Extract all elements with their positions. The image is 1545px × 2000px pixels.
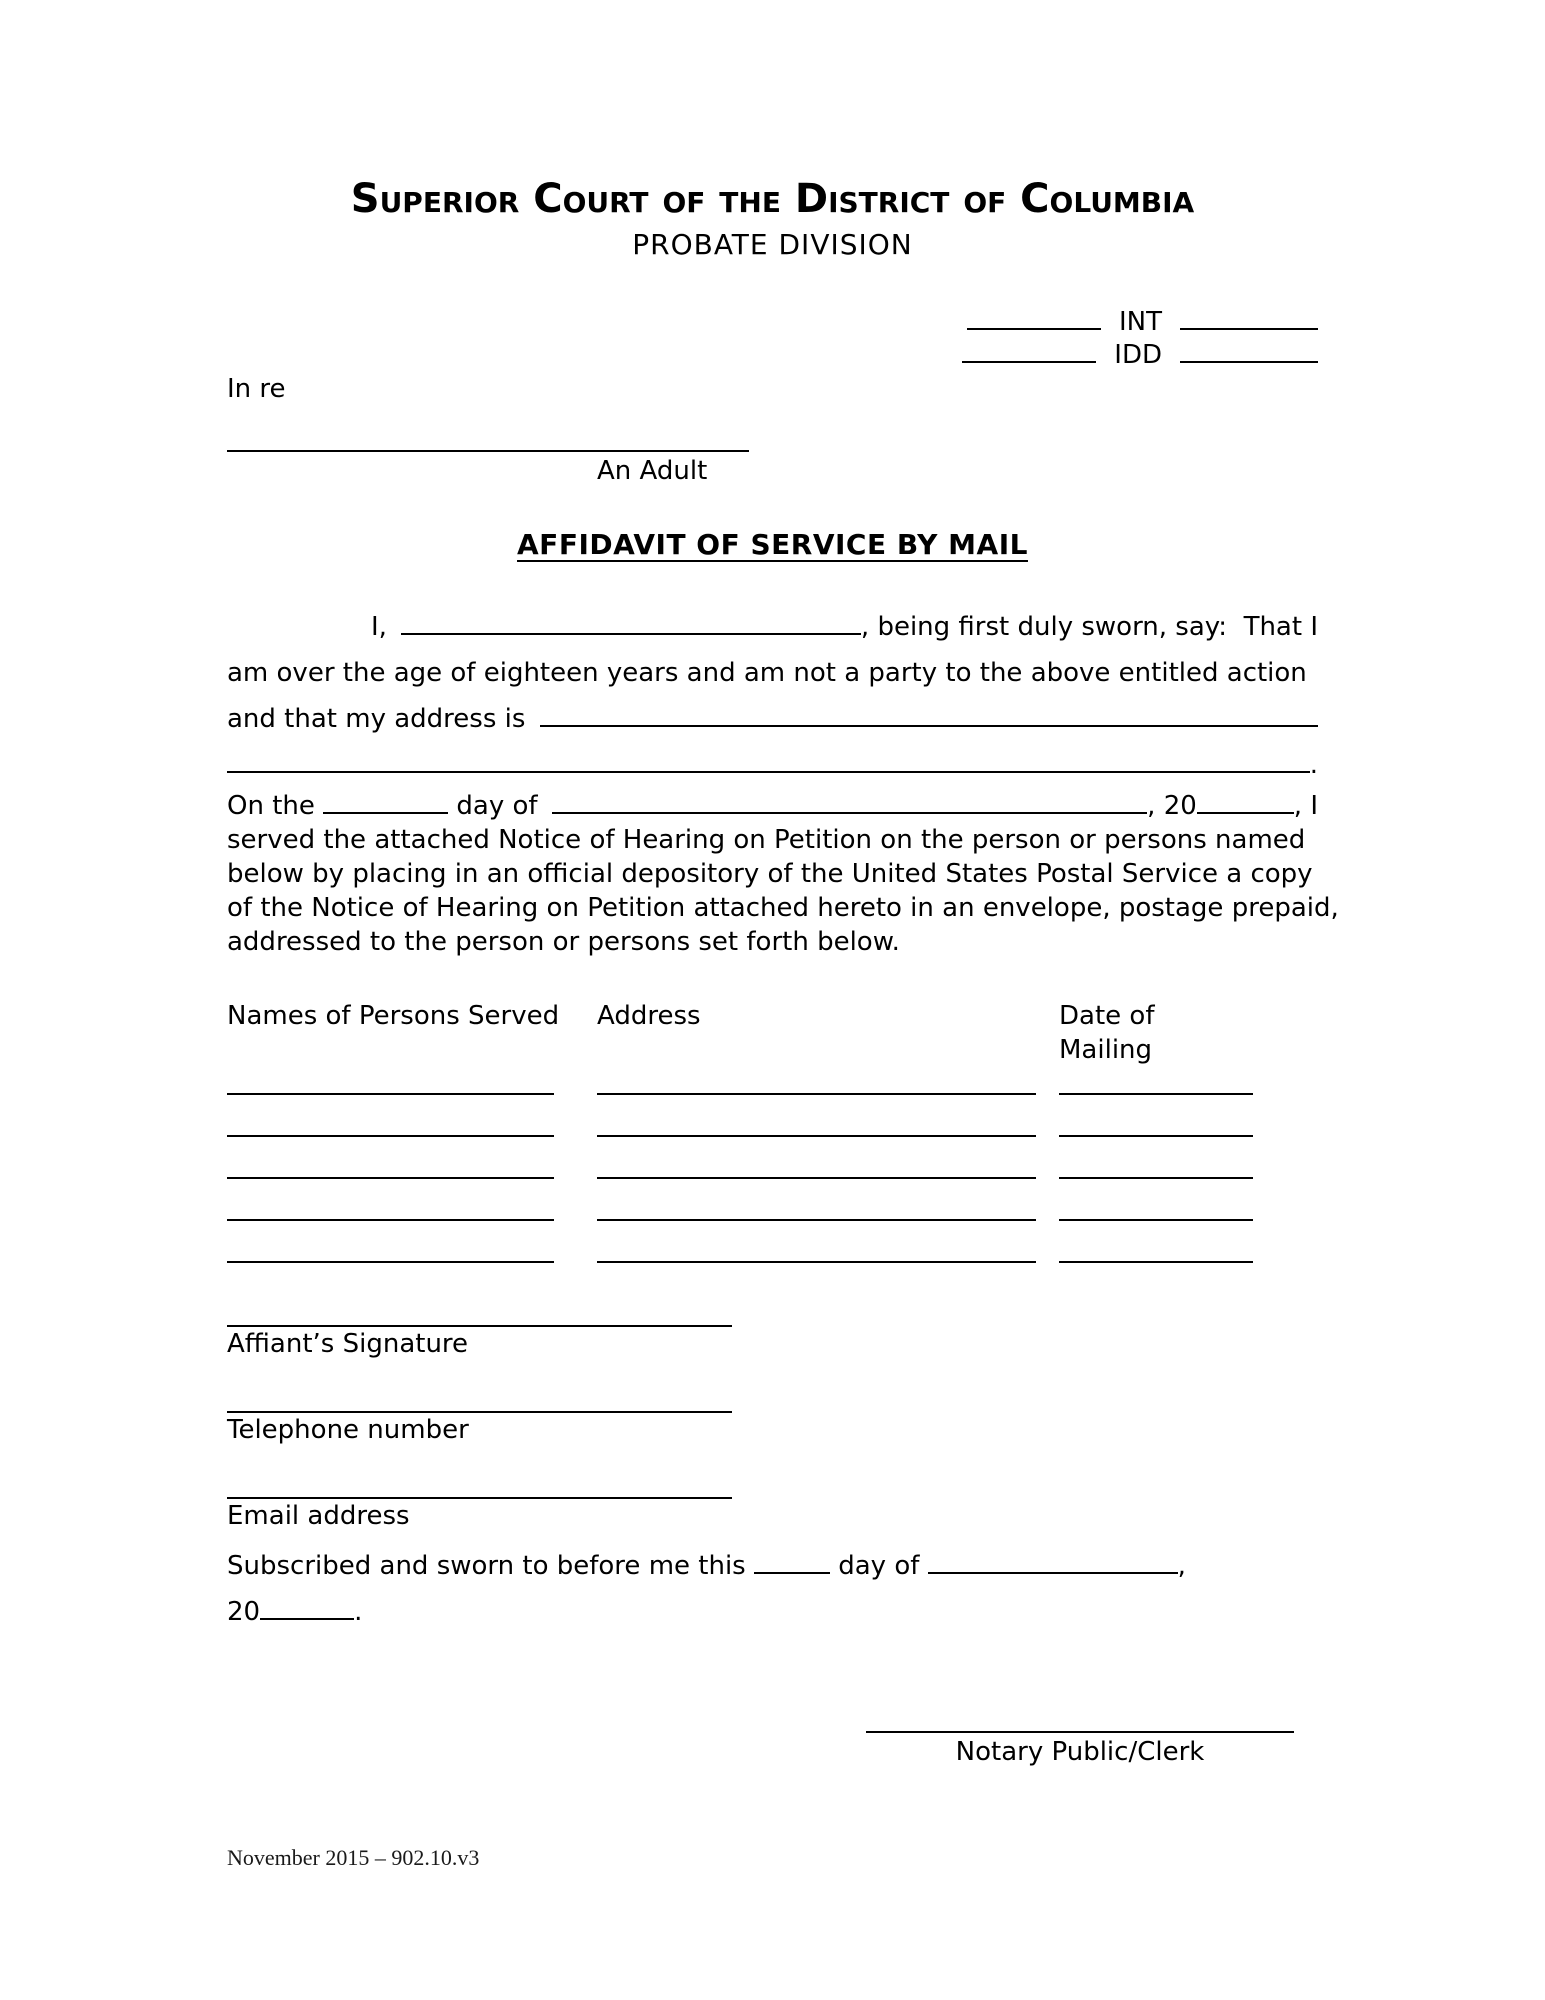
- telephone-label: Telephone number: [227, 1415, 469, 1445]
- sworn-dayof-text: day of: [829, 1551, 928, 1581]
- sworn-pre-text: Subscribed and sworn to before me this: [227, 1551, 754, 1581]
- address-pre-text: and that my address is: [227, 704, 534, 734]
- body-line-7: below by placing in an official depository of the United States Postal Service a copy: [227, 859, 1313, 889]
- int-blank-left: [967, 308, 1101, 330]
- name-blank: [227, 1177, 554, 1179]
- col-header-date-line1: Date of: [1059, 1001, 1155, 1031]
- address-blank: [597, 1093, 1036, 1095]
- notary-signature-blank: [866, 1731, 1294, 1733]
- oath-line: [227, 604, 1318, 650]
- year-prefix-text: 20: [227, 1597, 261, 1627]
- table-row: [227, 1067, 1318, 1095]
- oath-post-text: , being first duly sworn, say: That I: [860, 612, 1318, 642]
- notary-block: [866, 1731, 1294, 1769]
- court-title: Superior Court of the District of Columbia: [350, 176, 1195, 222]
- body-line-2: am over the age of eighteen years and am not a party to the above entitled action: [227, 658, 1307, 688]
- int-blank-right: [1180, 308, 1318, 330]
- year-period-text: .: [354, 1597, 363, 1627]
- col-header-date-of-mailing: [1059, 999, 1253, 1067]
- telephone-group: [227, 1411, 1318, 1447]
- address-line-2: [227, 742, 1318, 788]
- onthe-dayof-text: day of: [448, 791, 546, 821]
- in-re-label: In re: [227, 374, 286, 404]
- an-adult-label: An Adult: [597, 456, 708, 486]
- address-blank: [597, 1135, 1036, 1137]
- idd-label: IDD: [1114, 340, 1162, 370]
- idd-blank-right: [1180, 341, 1318, 363]
- jurat-month-blank: [928, 1552, 1178, 1574]
- subject-name-blank: [227, 406, 749, 452]
- mailing-date-blank: [1059, 1219, 1253, 1221]
- jurat-day-blank: [754, 1552, 830, 1574]
- affiant-name-blank: [401, 609, 861, 635]
- address-blank-2: [227, 747, 1310, 773]
- affiant-signature-label: Affiant’s Signature: [227, 1329, 469, 1359]
- mailing-date-line: [227, 788, 1318, 823]
- case-number-block: [227, 306, 1318, 372]
- int-case-row: [227, 306, 1318, 339]
- notary-label: Notary Public/Clerk: [955, 1737, 1205, 1767]
- form-version-footer: November 2015 – 902.10.v3: [227, 1845, 480, 1870]
- address-blank: [597, 1261, 1036, 1263]
- mailing-date-blank: [1059, 1261, 1253, 1263]
- year-blank: [1197, 792, 1294, 814]
- jurat-year-blank: [260, 1598, 354, 1620]
- sworn-line: [227, 1543, 1318, 1589]
- name-blank: [227, 1135, 554, 1137]
- body-line-8: of the Notice of Hearing on Petition attached hereto in an envelope, postage prepaid,: [227, 893, 1339, 923]
- onthe-post-text: , I: [1293, 791, 1318, 821]
- name-blank: [227, 1261, 554, 1263]
- document-title: AFFIDAVIT OF SERVICE BY MAIL: [517, 528, 1028, 561]
- onthe-year-text: , 20: [1147, 791, 1197, 821]
- col-header-names: Names of Persons Served: [227, 1001, 560, 1031]
- table-row: [227, 1179, 1318, 1221]
- address-blank: [597, 1177, 1036, 1179]
- month-blank: [552, 788, 1147, 814]
- address-blank-1: [540, 701, 1318, 727]
- name-blank: [227, 1093, 554, 1095]
- table-row: [227, 1221, 1318, 1263]
- email-group: [227, 1497, 1318, 1533]
- address-period: .: [1309, 750, 1318, 780]
- idd-case-row: [227, 339, 1318, 372]
- onthe-pre-text: On the: [227, 791, 324, 821]
- mailing-date-blank: [1059, 1135, 1253, 1137]
- idd-blank-left: [962, 341, 1096, 363]
- address-line: [227, 696, 1318, 742]
- int-label: INT: [1119, 307, 1162, 337]
- oath-pre-text: I,: [371, 612, 396, 642]
- table-row: [227, 1137, 1318, 1179]
- name-blank: [227, 1219, 554, 1221]
- table-header-row: [227, 999, 1318, 1067]
- sworn-comma: ,: [1177, 1551, 1186, 1581]
- table-row: [227, 1095, 1318, 1137]
- persons-served-table: [227, 999, 1318, 1263]
- col-header-date-line2: Mailing: [1059, 1035, 1153, 1065]
- mailing-date-blank: [1059, 1093, 1253, 1095]
- jurat-block: [227, 1543, 1318, 1635]
- col-header-address: Address: [597, 1001, 701, 1031]
- affidavit-body: [227, 604, 1339, 959]
- affiant-signature-group: [227, 1325, 1318, 1361]
- signature-block: [227, 1325, 1318, 1533]
- division-title: PROBATE DIVISION: [632, 228, 913, 261]
- body-line-9: addressed to the person or persons set forth below.: [227, 927, 900, 957]
- email-label: Email address: [227, 1501, 410, 1531]
- mailing-date-blank: [1059, 1177, 1253, 1179]
- day-blank: [323, 792, 448, 814]
- jurat-year-line: [227, 1589, 1318, 1635]
- address-blank: [597, 1219, 1036, 1221]
- body-line-6: served the attached Notice of Hearing on Petition on the person or persons named: [227, 825, 1306, 855]
